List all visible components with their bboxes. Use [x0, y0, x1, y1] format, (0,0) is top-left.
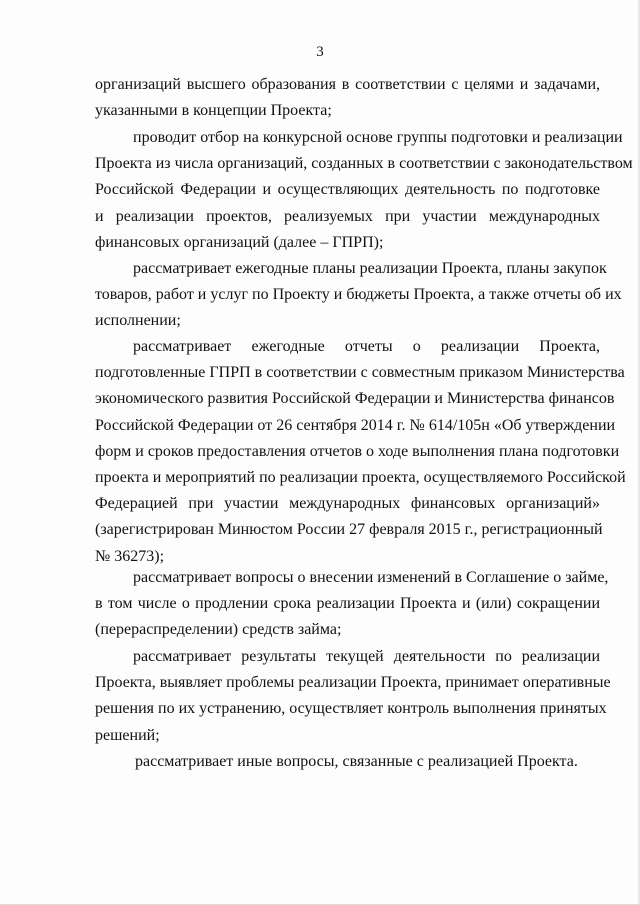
text-line: (перераспределении) средств займа; — [95, 621, 342, 639]
text-line: Проекта из числа организаций, созданных в соответствии с законодательством — [95, 155, 633, 173]
text-line: проводит отбор на конкурсной основе группы подготовки и реализации — [133, 129, 623, 146]
text-line: указанными в концепции Проекта; — [95, 102, 332, 120]
page-number: 3 — [316, 44, 324, 60]
text-line: решений; — [95, 726, 160, 744]
text-line: и реализации проектов, реализуемых при участии международных — [95, 207, 600, 225]
text-line: финансовых организаций (далее – ГПРП); — [95, 233, 384, 251]
text-line: рассматривает ежегодные отчеты о реализации Проекта, — [133, 338, 600, 355]
text-line: Российской Федерации и осуществляющих деятельность по подготовке — [95, 181, 600, 199]
text-line: форм и сроков предоставления отчетов о ходе выполнения плана подготовки — [95, 442, 620, 460]
text-line: подготовленные ГПРП в соответствии с совместным приказом Министерства — [95, 364, 625, 382]
text-line: (зарегистрирован Минюстом России 27 февраля 2015 г., регистрационный — [95, 521, 603, 539]
paragraph-7 — [95, 749, 600, 775]
paragraph-6 — [95, 644, 611, 749]
paragraph-1 — [95, 72, 600, 124]
paragraph-5 — [95, 565, 609, 644]
text-line: исполнении; — [95, 312, 181, 330]
text-line: решения по их устранению, осуществляет контроль выполнения принятых — [95, 700, 607, 718]
text-line: товаров, работ и услуг по Проекту и бюджеты Проекта, а также отчеты об их — [95, 286, 622, 304]
text-line: организаций высшего образования в соответствии с целями и задачами, — [95, 76, 600, 93]
text-line: рассматривает вопросы о внесении изменений в Соглашение о займе, — [133, 569, 609, 586]
paragraph-4 — [95, 334, 626, 570]
text-line: № 36273); — [95, 547, 165, 565]
text-line: Федерацией при участии международных финансовых организаций» — [95, 495, 600, 513]
text-line: проекта и мероприятий по реализации проекта, осуществляемого Российской — [95, 468, 626, 486]
text-line: рассматривает иные вопросы, связанные с реализацией Проекта. — [135, 753, 578, 770]
text-line: рассматривает результаты текущей деятельности по реализации — [133, 648, 600, 665]
text-line: в том числе о продлении срока реализации Проекта и (или) сокращении — [95, 595, 600, 613]
text-line: экономического развития Российской Федерации и Министерства финансов — [95, 390, 615, 408]
text-line: рассматривает ежегодные планы реализации Проекта, планы закупок — [133, 260, 607, 277]
paragraph-3 — [95, 256, 622, 335]
text-line: Проекта, выявляет проблемы реализации Проекта, принимает оперативные — [95, 674, 611, 692]
paragraph-2 — [95, 125, 633, 256]
text-line: Российской Федерации от 26 сентября 2014 г. № 614/105н «Об утверждении — [95, 416, 616, 434]
